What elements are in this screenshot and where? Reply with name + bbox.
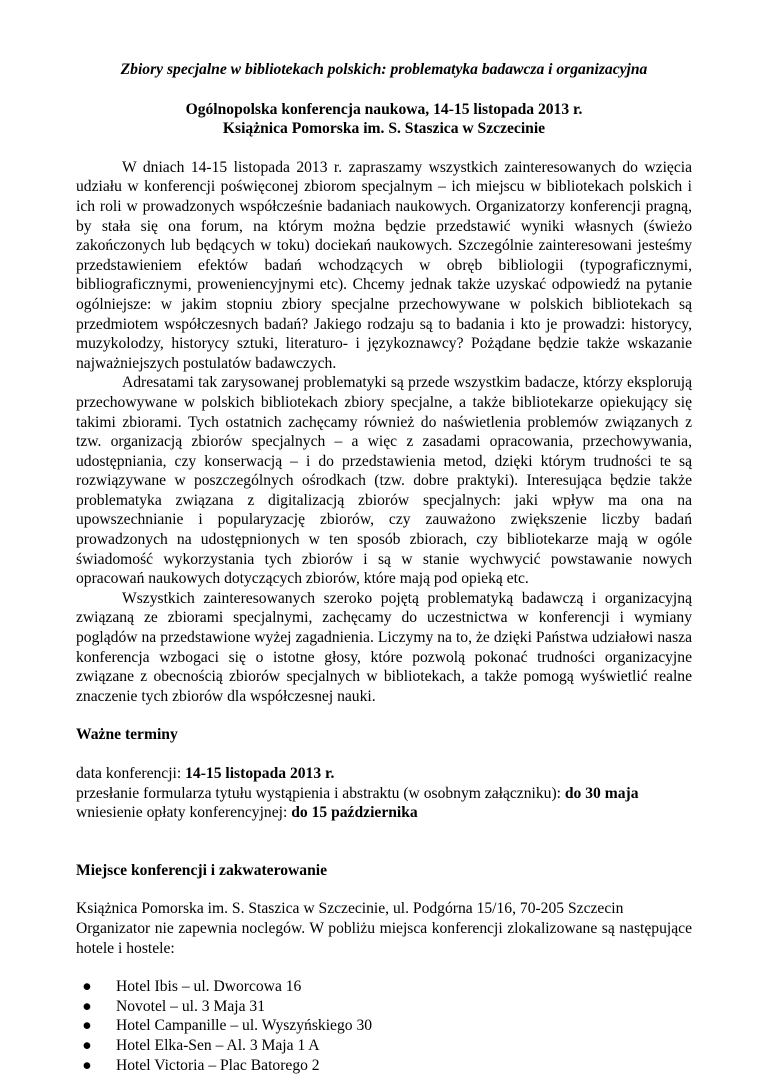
audience-paragraph: Adresatami tak zarysowanej problematyki są przede wszystkim badacze, którzy eksplorują przechowywane w polskich bibliotekach zbiory specjalne, a także bibliotekarze opiekujący się takimi zbiorami. Tych ostatnich zachęcamy również do naświetlenia problemów związanych z tzw. organizacją zbiorów specjalnych – a więc z zasadami opracowania, przechowywania, udostępniania, czy konserwacją – i do przedstawienia metod, dzięki którym trudności te są rozwiązywane w poszczególnych ośrodkach (tzw. dobre praktyki). Interesująca będzie także problematyka związana z digitalizacją zbiorów specjalnych: jaki wpływ ma ona na upowszechnianie i popularyzację zbiorów, czy zauważono zwiększenie liczby badań prowadzonych na udostępnionych w ten sposób zbiorach, czy bibliotekarze mają w ogóle świadomość wykorzystania tych zbiorów i są w stanie wychwycić powstawanie nowych opracowań naukowych dotyczących zbiorów, które mają pod opieką etc. <box>76 374 692 588</box>
hotel-name: Hotel Victoria – Plac Batorego 2 <box>116 1056 320 1074</box>
invitation-paragraph: Wszystkich zainteresowanych szeroko pojętą problematyką badawczą i organizacyjną związaną ze zbiorami specjalnymi, zachęcamy do uczestnictwa w konferencji i wymiany poglądów na przedstawione wyżej zagadnienia. Liczymy na to, że dzięki Państwa udziałowi nasza konferencja wzbogaci się o istotne głosy, które pozwolą pokonać trudności organizacyjne związane z obecnością zbiorów specjalnych w bibliotekach, a także pomogą wyświetlić realne znaczenie tych zbiorów dla współczesnej nauki. <box>76 589 692 705</box>
accommodation-note: Organizator nie zapewnia noclegów. W pobliżu miejsca konferencji zlokalizowane są następujące hotele i hostele: <box>76 919 692 957</box>
venue-heading: Miejsce konferencji i zakwaterowanie <box>76 861 328 879</box>
list-item <box>76 1036 692 1056</box>
venue-info <box>76 899 692 958</box>
date-value: do 30 maja <box>564 784 639 802</box>
document-title: Zbiory specjalne w bibliotekach polskich: problematyka badawcza i organizacyjna <box>120 61 648 78</box>
important-dates-list <box>76 764 692 823</box>
conference-venue-line: Książnica Pomorska im. S. Staszica w Szczecinie <box>222 120 546 138</box>
hotel-name: Hotel Campanille – ul. Wyszyńskiego 30 <box>116 1017 373 1035</box>
bullet-icon: ● <box>82 997 92 1015</box>
list-item <box>76 1056 692 1075</box>
list-item <box>76 1016 692 1036</box>
date-value: do 15 października <box>291 804 418 822</box>
conference-name: Ogólnopolska konferencja naukowa, 14-15 listopada 2013 r. <box>185 100 583 118</box>
intro-paragraph: W dniach 14-15 listopada 2013 r. zapraszamy wszystkich zainteresowanych do wzięcia udziału w konferencji poświęconej zbiorom specjalnym – ich miejscu w bibliotekach polskich i ich roli w prowadzonych współcześnie badaniach naukowych. Organizatorzy konferencji pragną, by stała się ona forum, na którym można będzie przedstawić wyniki własnych (świeżo zakończonych lub będących w toku) dociekań naukowych. Szczególnie zainteresowani jesteśmy przedstawieniem efektów badań wchodzących w obręb bibliologii (typograficznymi, bibliograficznymi, proweniencyjnymi etc). Chcemy jednak także uzyskać odpowiedź na pytanie ogólniejsze: w jakim stopniu zbiory specjalne przechowywane w polskich bibliotekach są przedmiotem współczesnych badań? Jakiego rodzaju są to badania i kto je prowadzi: historycy, muzykolodzy, historycy sztuki, literaturo- i językoznawcy? Pożądane będzie także wskazanie najważniejszych postulatów badawczych. <box>76 158 692 372</box>
document-page <box>76 60 692 1075</box>
date-item-fee: wniesienie opłaty konferencyjnej: do 15 października <box>76 804 418 822</box>
date-item-abstract: przesłanie formularza tytułu wystąpienia i abstraktu (w osobnym załączniku): do 30 maja <box>76 784 639 802</box>
date-value: 14-15 listopada 2013 r. <box>185 765 335 782</box>
bullet-icon: ● <box>82 1036 92 1054</box>
important-dates-heading: Ważne terminy <box>76 726 178 744</box>
date-item-conference: data konferencji: 14-15 listopada 2013 r. <box>76 765 335 782</box>
list-item <box>76 997 692 1017</box>
hotel-name: Hotel Elka-Sen – Al. 3 Maja 1 A <box>116 1036 320 1054</box>
hotel-name: Novotel – ul. 3 Maja 31 <box>116 997 265 1015</box>
hotel-name: Hotel Ibis – ul. Dworcowa 16 <box>116 978 302 996</box>
bullet-icon: ● <box>82 978 92 996</box>
bullet-icon: ● <box>82 1056 92 1074</box>
venue-address: Książnica Pomorska im. S. Staszica w Szczecinie, ul. Podgórna 15/16, 70-205 Szczecin <box>76 900 624 918</box>
hotel-list <box>76 977 692 1075</box>
bullet-icon: ● <box>82 1017 92 1035</box>
